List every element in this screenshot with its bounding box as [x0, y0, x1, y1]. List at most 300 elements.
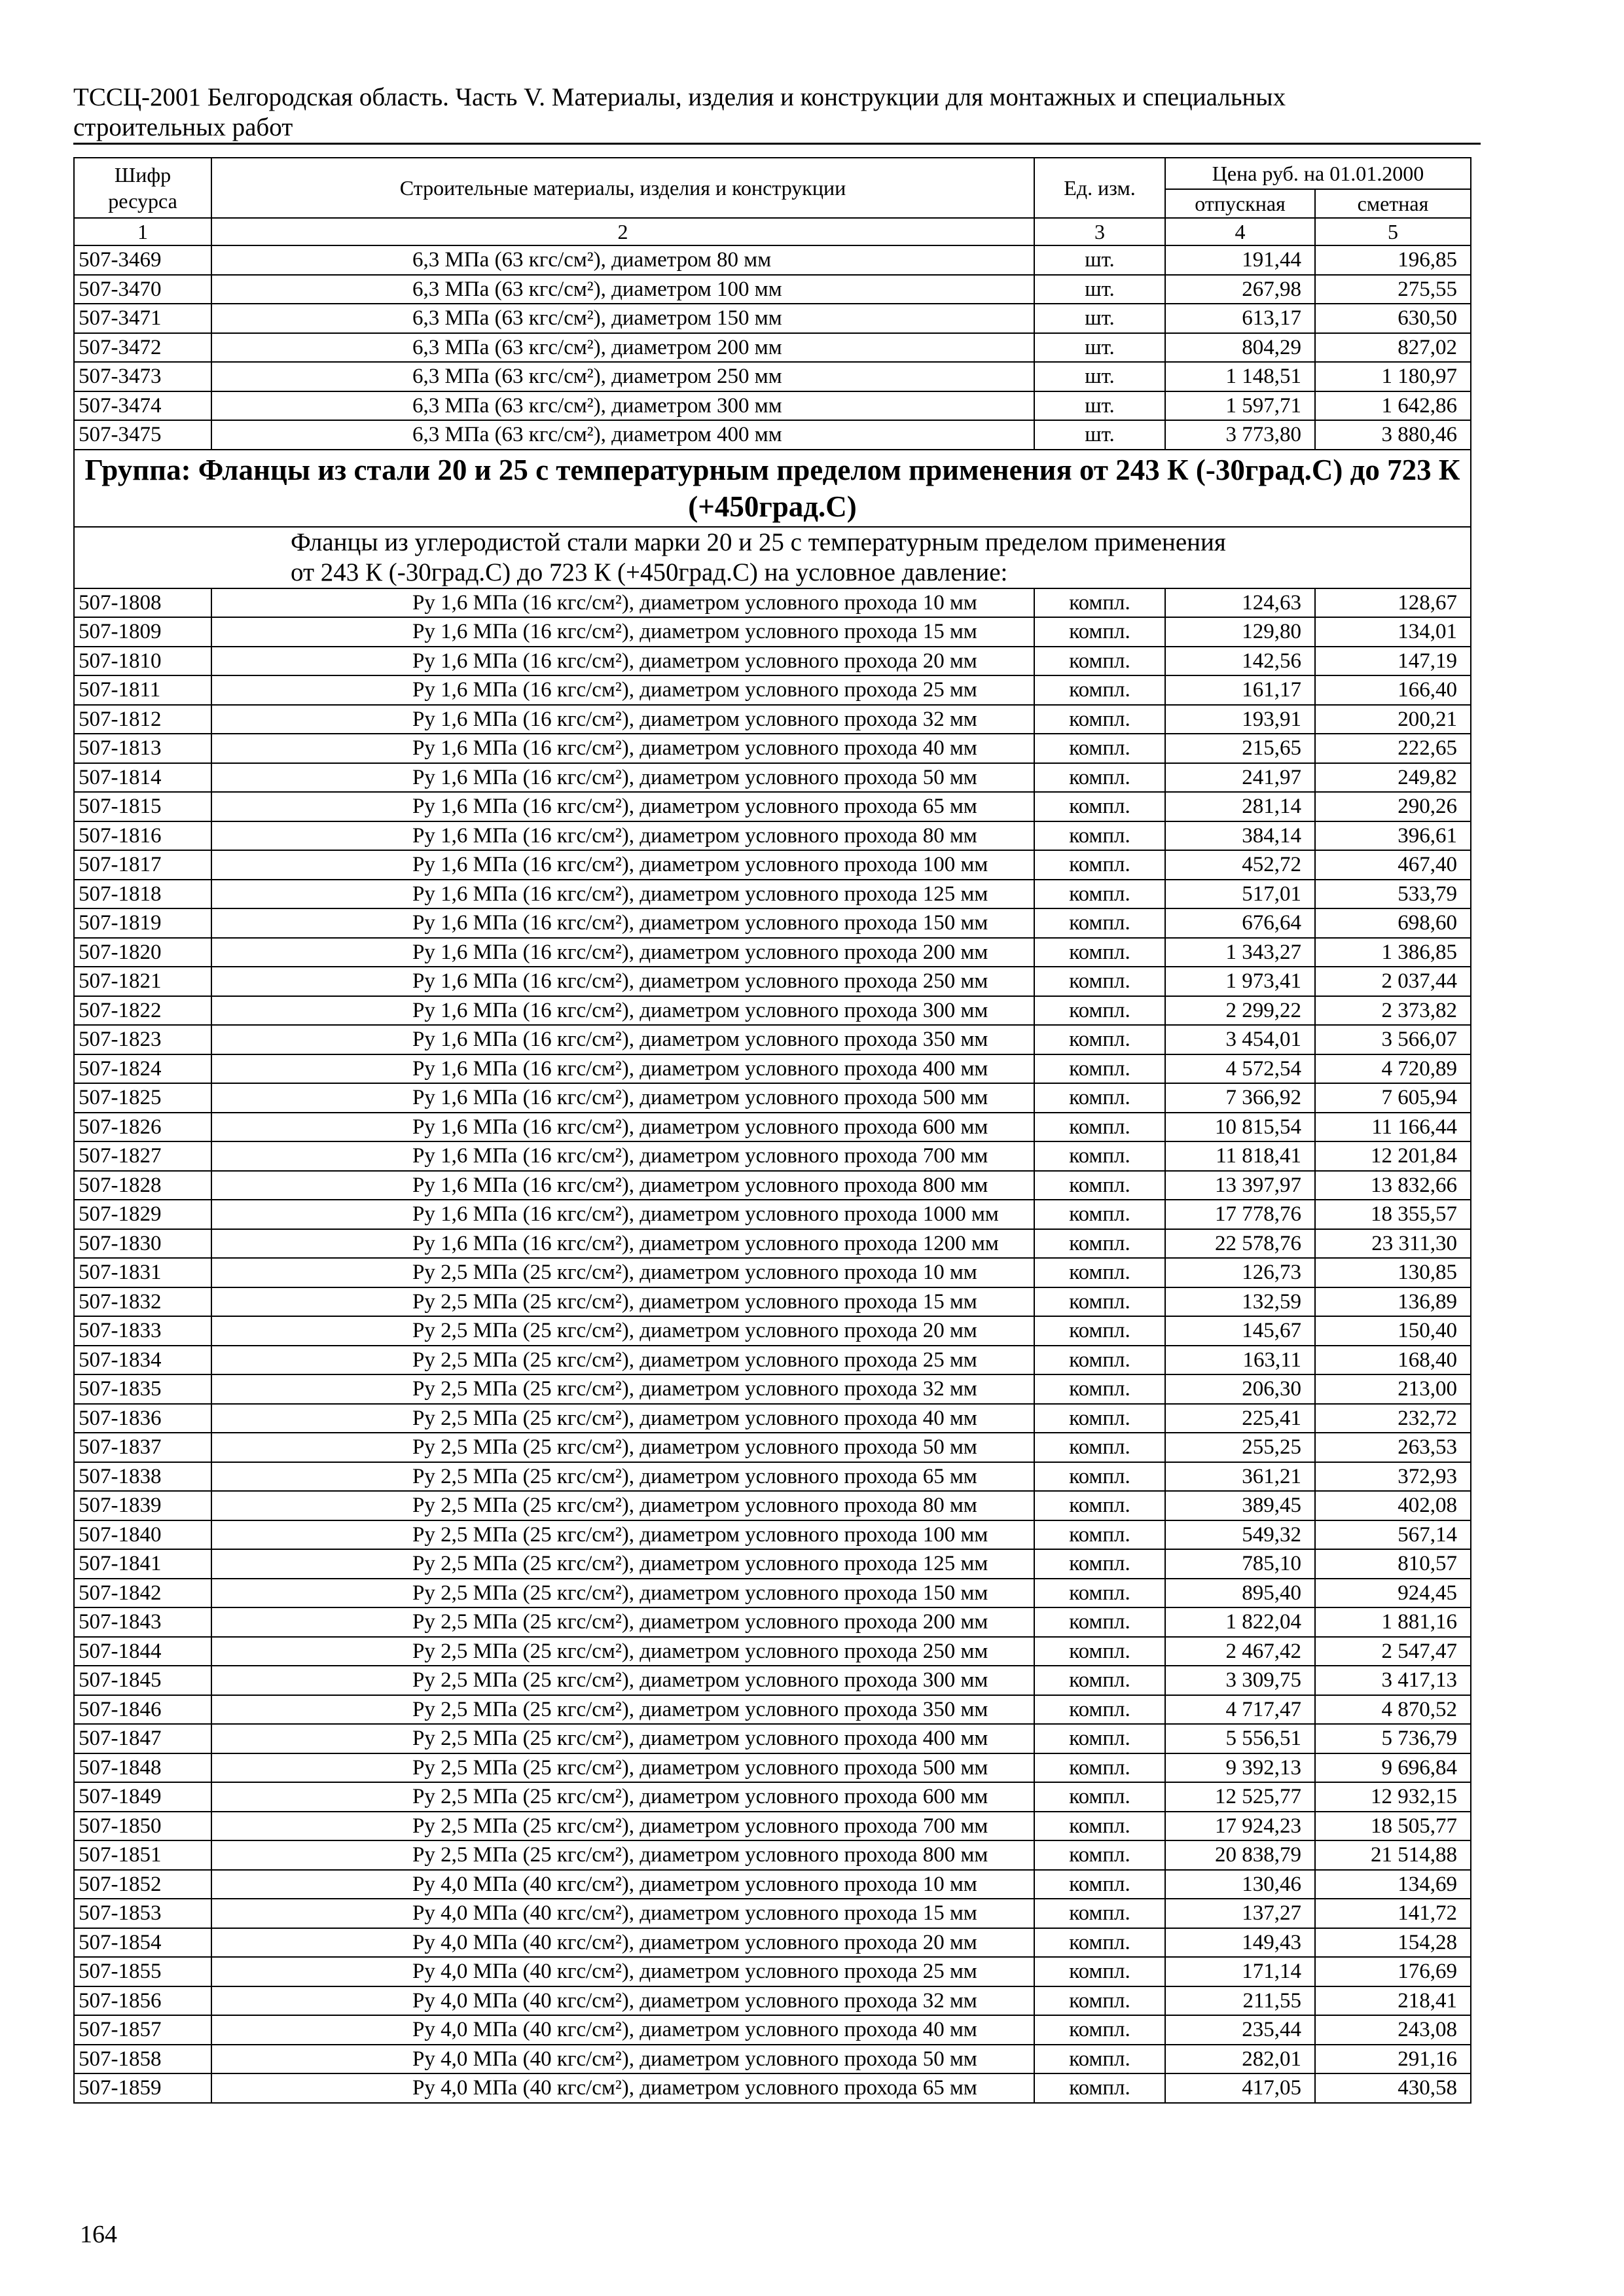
- table-row: [74, 705, 1471, 734]
- estimate-price: 130,85: [1315, 1258, 1471, 1287]
- material-name: Ру 2,5 МПа (25 кгс/см²), диаметром условного прохода 300 мм: [211, 1666, 1034, 1695]
- material-name: Ру 4,0 МПа (40 кгс/см²), диаметром условного прохода 32 мм: [211, 1986, 1034, 2016]
- table-row: [74, 1549, 1471, 1579]
- resource-code: 507-3473: [74, 362, 211, 391]
- material-name: 6,3 МПа (63 кгс/см²), диаметром 200 мм: [211, 333, 1034, 363]
- table-row: [74, 1287, 1471, 1317]
- release-price: 193,91: [1165, 705, 1315, 734]
- material-name: Ру 1,6 МПа (16 кгс/см²), диаметром условного прохода 10 мм: [211, 588, 1034, 618]
- release-price: 129,80: [1165, 617, 1315, 647]
- material-name: Ру 4,0 МПа (40 кгс/см²), диаметром условного прохода 10 мм: [211, 1870, 1034, 1899]
- material-name: Ру 2,5 МПа (25 кгс/см²), диаметром условного прохода 125 мм: [211, 1549, 1034, 1579]
- estimate-price: 134,01: [1315, 617, 1471, 647]
- estimate-price: 7 605,94: [1315, 1083, 1471, 1113]
- subgroup-title: Фланцы из углеродистой стали марки 20 и 25 с температурным пределом применения от 243 К (-30град.С) до 723 К (+450град.С) на условное давление:: [74, 527, 1471, 588]
- material-name: Ру 4,0 МПа (40 кгс/см²), диаметром условного прохода 65 мм: [211, 2073, 1034, 2103]
- release-price: 149,43: [1165, 1928, 1315, 1958]
- release-price: 3 773,80: [1165, 420, 1315, 450]
- material-name: Ру 4,0 МПа (40 кгс/см²), диаметром условного прохода 25 мм: [211, 1957, 1034, 1986]
- release-price: 161,17: [1165, 675, 1315, 705]
- release-price: 211,55: [1165, 1986, 1315, 2016]
- release-price: 130,46: [1165, 1870, 1315, 1899]
- resource-code: 507-1821: [74, 967, 211, 996]
- release-price: 13 397,97: [1165, 1171, 1315, 1200]
- unit: шт.: [1034, 245, 1165, 275]
- column-number-row: [74, 218, 1471, 245]
- table-row: [74, 333, 1471, 363]
- resource-code: 507-3474: [74, 391, 211, 421]
- page-header: [73, 82, 1481, 145]
- table-row: [74, 1753, 1471, 1783]
- unit: компл.: [1034, 1549, 1165, 1579]
- resource-code: 507-1811: [74, 675, 211, 705]
- estimate-price: 168,40: [1315, 1346, 1471, 1375]
- estimate-price: 232,72: [1315, 1404, 1471, 1433]
- table-row: [74, 1141, 1471, 1171]
- release-price: 1 597,71: [1165, 391, 1315, 421]
- price-table: [73, 157, 1471, 2104]
- estimate-price: 12 201,84: [1315, 1141, 1471, 1171]
- table-row: [74, 1433, 1471, 1462]
- release-price: 676,64: [1165, 908, 1315, 938]
- table-row: [74, 420, 1471, 450]
- estimate-price: 396,61: [1315, 821, 1471, 851]
- material-name: Ру 2,5 МПа (25 кгс/см²), диаметром условного прохода 100 мм: [211, 1520, 1034, 1550]
- unit: компл.: [1034, 1520, 1165, 1550]
- resource-code: 507-1831: [74, 1258, 211, 1287]
- estimate-price: 141,72: [1315, 1899, 1471, 1928]
- table-row: [74, 1928, 1471, 1958]
- release-price: 20 838,79: [1165, 1840, 1315, 1870]
- resource-code: 507-1842: [74, 1579, 211, 1608]
- header-title-line1: ТССЦ-2001 Белгородская область. Часть V. Материалы, изделия и конструкции для монтажных и специальных: [73, 83, 1286, 111]
- estimate-price: 290,26: [1315, 792, 1471, 821]
- release-price: 1 973,41: [1165, 967, 1315, 996]
- estimate-price: 275,55: [1315, 275, 1471, 304]
- resource-code: 507-1814: [74, 763, 211, 793]
- release-price: 9 392,13: [1165, 1753, 1315, 1783]
- estimate-price: 18 505,77: [1315, 1812, 1471, 1841]
- unit: компл.: [1034, 734, 1165, 763]
- resource-code: 507-1859: [74, 2073, 211, 2103]
- table-row: [74, 2045, 1471, 2074]
- unit: компл.: [1034, 617, 1165, 647]
- resource-code: 507-1810: [74, 647, 211, 676]
- release-price: 389,45: [1165, 1491, 1315, 1520]
- resource-code: 507-1822: [74, 996, 211, 1026]
- resource-code: 507-1837: [74, 1433, 211, 1462]
- estimate-price: 4 720,89: [1315, 1054, 1471, 1084]
- unit: компл.: [1034, 675, 1165, 705]
- resource-code: 507-1824: [74, 1054, 211, 1084]
- material-name: Ру 1,6 МПа (16 кгс/см²), диаметром условного прохода 32 мм: [211, 705, 1034, 734]
- page-number: 164: [80, 2221, 117, 2248]
- estimate-price: 810,57: [1315, 1549, 1471, 1579]
- unit: компл.: [1034, 1083, 1165, 1113]
- estimate-price: 567,14: [1315, 1520, 1471, 1550]
- material-name: Ру 1,6 МПа (16 кгс/см²), диаметром условного прохода 65 мм: [211, 792, 1034, 821]
- table-row: [74, 1200, 1471, 1229]
- unit: компл.: [1034, 880, 1165, 909]
- material-name: Ру 2,5 МПа (25 кгс/см²), диаметром условного прохода 15 мм: [211, 1287, 1034, 1317]
- material-name: 6,3 МПа (63 кгс/см²), диаметром 250 мм: [211, 362, 1034, 391]
- table-row: [74, 792, 1471, 821]
- material-name: Ру 1,6 МПа (16 кгс/см²), диаметром условного прохода 25 мм: [211, 675, 1034, 705]
- unit: компл.: [1034, 1025, 1165, 1054]
- table-row: [74, 1724, 1471, 1753]
- material-name: Ру 1,6 МПа (16 кгс/см²), диаметром условного прохода 350 мм: [211, 1025, 1034, 1054]
- column-number: 4: [1165, 218, 1315, 245]
- resource-code: 507-1833: [74, 1316, 211, 1346]
- estimate-price: 291,16: [1315, 2045, 1471, 2074]
- group-section: [74, 450, 1471, 588]
- release-price: 191,44: [1165, 245, 1315, 275]
- table-row: [74, 1607, 1471, 1637]
- resource-code: 507-1830: [74, 1229, 211, 1259]
- table-header-row: [74, 158, 1471, 189]
- unit: шт.: [1034, 333, 1165, 363]
- resource-code: 507-1841: [74, 1549, 211, 1579]
- release-price: 132,59: [1165, 1287, 1315, 1317]
- estimate-price: 21 514,88: [1315, 1840, 1471, 1870]
- table-row: [74, 1025, 1471, 1054]
- estimate-price: 11 166,44: [1315, 1113, 1471, 1142]
- release-price: 804,29: [1165, 333, 1315, 363]
- table-row: [74, 1083, 1471, 1113]
- group-title: Группа: Фланцы из стали 20 и 25 с температурным пределом применения от 243 К (-30град.С) до 723 К (+450град.С): [74, 450, 1471, 527]
- table-row: [74, 1374, 1471, 1404]
- table-row: [74, 908, 1471, 938]
- material-name: Ру 2,5 МПа (25 кгс/см²), диаметром условного прохода 32 мм: [211, 1374, 1034, 1404]
- resource-code: 507-1820: [74, 938, 211, 967]
- estimate-price: 4 870,52: [1315, 1695, 1471, 1725]
- header-release-price: отпускная: [1165, 189, 1315, 218]
- table-row: [74, 617, 1471, 647]
- table-row: [74, 1491, 1471, 1520]
- estimate-price: 249,82: [1315, 763, 1471, 793]
- release-price: 124,63: [1165, 588, 1315, 618]
- estimate-price: 9 696,84: [1315, 1753, 1471, 1783]
- material-name: Ру 2,5 МПа (25 кгс/см²), диаметром условного прохода 50 мм: [211, 1433, 1034, 1462]
- unit: компл.: [1034, 1666, 1165, 1695]
- estimate-price: 924,45: [1315, 1579, 1471, 1608]
- unit: компл.: [1034, 1753, 1165, 1783]
- unit: шт.: [1034, 391, 1165, 421]
- table-row: [74, 1579, 1471, 1608]
- resource-code: 507-1856: [74, 1986, 211, 2016]
- release-price: 361,21: [1165, 1462, 1315, 1492]
- table-row: [74, 245, 1471, 275]
- unit: компл.: [1034, 1462, 1165, 1492]
- unit: компл.: [1034, 821, 1165, 851]
- table-row: [74, 1870, 1471, 1899]
- release-price: 3 309,75: [1165, 1666, 1315, 1695]
- resource-code: 507-1836: [74, 1404, 211, 1433]
- material-name: Ру 1,6 МПа (16 кгс/см²), диаметром условного прохода 700 мм: [211, 1141, 1034, 1171]
- unit: компл.: [1034, 1433, 1165, 1462]
- material-name: 6,3 МПа (63 кгс/см²), диаметром 300 мм: [211, 391, 1034, 421]
- estimate-price: 200,21: [1315, 705, 1471, 734]
- estimate-price: 1 642,86: [1315, 391, 1471, 421]
- unit: компл.: [1034, 2015, 1165, 2045]
- table-row: [74, 1171, 1471, 1200]
- unit: шт.: [1034, 420, 1165, 450]
- table-row: [74, 763, 1471, 793]
- resource-code: 507-3472: [74, 333, 211, 363]
- table-row: [74, 1957, 1471, 1986]
- resource-code: 507-1832: [74, 1287, 211, 1317]
- unit: компл.: [1034, 1957, 1165, 1986]
- unit: компл.: [1034, 1287, 1165, 1317]
- estimate-price: 218,41: [1315, 1986, 1471, 2016]
- material-name: Ру 1,6 МПа (16 кгс/см²), диаметром условного прохода 50 мм: [211, 763, 1034, 793]
- release-price: 5 556,51: [1165, 1724, 1315, 1753]
- subgroup-title-row: [74, 527, 1471, 588]
- material-name: Ру 4,0 МПа (40 кгс/см²), диаметром условного прохода 40 мм: [211, 2015, 1034, 2045]
- unit: компл.: [1034, 1695, 1165, 1725]
- release-price: 4 572,54: [1165, 1054, 1315, 1084]
- table-row: [74, 1462, 1471, 1492]
- release-price: 171,14: [1165, 1957, 1315, 1986]
- estimate-price: 698,60: [1315, 908, 1471, 938]
- resource-code: 507-1852: [74, 1870, 211, 1899]
- resource-code: 507-1828: [74, 1171, 211, 1200]
- estimate-price: 402,08: [1315, 1491, 1471, 1520]
- estimate-price: 166,40: [1315, 675, 1471, 705]
- material-name: Ру 1,6 МПа (16 кгс/см²), диаметром условного прохода 40 мм: [211, 734, 1034, 763]
- material-name: Ру 4,0 МПа (40 кгс/см²), диаметром условного прохода 20 мм: [211, 1928, 1034, 1958]
- material-name: Ру 1,6 МПа (16 кгс/см²), диаметром условного прохода 100 мм: [211, 850, 1034, 880]
- release-price: 145,67: [1165, 1316, 1315, 1346]
- material-name: 6,3 МПа (63 кгс/см²), диаметром 100 мм: [211, 275, 1034, 304]
- estimate-price: 213,00: [1315, 1374, 1471, 1404]
- resource-code: 507-1851: [74, 1840, 211, 1870]
- table-row: [74, 275, 1471, 304]
- resource-code: 507-1815: [74, 792, 211, 821]
- material-name: Ру 2,5 МПа (25 кгс/см²), диаметром условного прохода 150 мм: [211, 1579, 1034, 1608]
- header-unit: Ед. изм.: [1034, 158, 1165, 218]
- release-price: 785,10: [1165, 1549, 1315, 1579]
- release-price: 281,14: [1165, 792, 1315, 821]
- resource-code: 507-1853: [74, 1899, 211, 1928]
- unit: компл.: [1034, 1607, 1165, 1637]
- table-row: [74, 675, 1471, 705]
- header-title-line2: строительных работ: [73, 113, 293, 141]
- release-price: 267,98: [1165, 275, 1315, 304]
- material-name: Ру 2,5 МПа (25 кгс/см²), диаметром условного прохода 800 мм: [211, 1840, 1034, 1870]
- unit: компл.: [1034, 1782, 1165, 1812]
- estimate-price: 430,58: [1315, 2073, 1471, 2103]
- resource-code: 507-1839: [74, 1491, 211, 1520]
- release-price: 1 822,04: [1165, 1607, 1315, 1637]
- estimate-price: 13 832,66: [1315, 1171, 1471, 1200]
- resource-code: 507-1829: [74, 1200, 211, 1229]
- column-number: 3: [1034, 218, 1165, 245]
- table-row: [74, 1666, 1471, 1695]
- unit: компл.: [1034, 1579, 1165, 1608]
- table-row: [74, 821, 1471, 851]
- unit: компл.: [1034, 1812, 1165, 1841]
- unit: компл.: [1034, 1637, 1165, 1666]
- resource-code: 507-3470: [74, 275, 211, 304]
- estimate-price: 263,53: [1315, 1433, 1471, 1462]
- estimate-price: 5 736,79: [1315, 1724, 1471, 1753]
- material-name: Ру 1,6 МПа (16 кгс/см²), диаметром условного прохода 1200 мм: [211, 1229, 1034, 1259]
- release-price: 163,11: [1165, 1346, 1315, 1375]
- estimate-price: 1 881,16: [1315, 1607, 1471, 1637]
- material-name: Ру 1,6 МПа (16 кгс/см²), диаметром условного прохода 400 мм: [211, 1054, 1034, 1084]
- resource-code: 507-1848: [74, 1753, 211, 1783]
- estimate-price: 136,89: [1315, 1287, 1471, 1317]
- column-number: 5: [1315, 218, 1471, 245]
- estimate-price: 243,08: [1315, 2015, 1471, 2045]
- release-price: 215,65: [1165, 734, 1315, 763]
- material-name: 6,3 МПа (63 кгс/см²), диаметром 400 мм: [211, 420, 1034, 450]
- table-row: [74, 1346, 1471, 1375]
- table-row: [74, 996, 1471, 1026]
- resource-code: 507-1849: [74, 1782, 211, 1812]
- column-number: 2: [211, 218, 1034, 245]
- table-row: [74, 850, 1471, 880]
- release-price: 255,25: [1165, 1433, 1315, 1462]
- unit: компл.: [1034, 1928, 1165, 1958]
- material-name: Ру 1,6 МПа (16 кгс/см²), диаметром условного прохода 500 мм: [211, 1083, 1034, 1113]
- release-price: 517,01: [1165, 880, 1315, 909]
- release-price: 1 148,51: [1165, 362, 1315, 391]
- release-price: 384,14: [1165, 821, 1315, 851]
- material-name: Ру 4,0 МПа (40 кгс/см²), диаметром условного прохода 15 мм: [211, 1899, 1034, 1928]
- table-row: [74, 1840, 1471, 1870]
- unit: компл.: [1034, 763, 1165, 793]
- table-row: [74, 362, 1471, 391]
- unit: компл.: [1034, 1141, 1165, 1171]
- estimate-price: 176,69: [1315, 1957, 1471, 1986]
- resource-code: 507-1854: [74, 1928, 211, 1958]
- unit: компл.: [1034, 996, 1165, 1026]
- resource-code: 507-1809: [74, 617, 211, 647]
- table-row: [74, 1316, 1471, 1346]
- estimate-price: 372,93: [1315, 1462, 1471, 1492]
- release-price: 10 815,54: [1165, 1113, 1315, 1142]
- estimate-price: 196,85: [1315, 245, 1471, 275]
- material-name: Ру 1,6 МПа (16 кгс/см²), диаметром условного прохода 600 мм: [211, 1113, 1034, 1142]
- material-name: Ру 1,6 МПа (16 кгс/см²), диаметром условного прохода 15 мм: [211, 617, 1034, 647]
- material-name: Ру 1,6 МПа (16 кгс/см²), диаметром условного прохода 125 мм: [211, 880, 1034, 909]
- resource-code: 507-1827: [74, 1141, 211, 1171]
- material-name: Ру 2,5 МПа (25 кгс/см²), диаметром условного прохода 200 мм: [211, 1607, 1034, 1637]
- resource-code: 507-1838: [74, 1462, 211, 1492]
- resource-code: 507-1808: [74, 588, 211, 618]
- release-price: 4 717,47: [1165, 1695, 1315, 1725]
- unit: компл.: [1034, 1171, 1165, 1200]
- resource-code: 507-1855: [74, 1957, 211, 1986]
- release-price: 3 454,01: [1165, 1025, 1315, 1054]
- resource-code: 507-1835: [74, 1374, 211, 1404]
- unit: компл.: [1034, 1404, 1165, 1433]
- unit: компл.: [1034, 647, 1165, 676]
- table-row: [74, 1054, 1471, 1084]
- estimate-price: 222,65: [1315, 734, 1471, 763]
- release-price: 17 778,76: [1165, 1200, 1315, 1229]
- material-name: Ру 1,6 МПа (16 кгс/см²), диаметром условного прохода 200 мм: [211, 938, 1034, 967]
- resource-code: 507-1847: [74, 1724, 211, 1753]
- unit: компл.: [1034, 1316, 1165, 1346]
- estimate-price: 147,19: [1315, 647, 1471, 676]
- estimate-price: 154,28: [1315, 1928, 1471, 1958]
- table-row: [74, 1520, 1471, 1550]
- resource-code: 507-1857: [74, 2015, 211, 2045]
- table-row: [74, 1812, 1471, 1841]
- resource-code: 507-1816: [74, 821, 211, 851]
- unit: шт.: [1034, 275, 1165, 304]
- material-name: Ру 1,6 МПа (16 кгс/см²), диаметром условного прохода 800 мм: [211, 1171, 1034, 1200]
- release-price: 549,32: [1165, 1520, 1315, 1550]
- unit: компл.: [1034, 2045, 1165, 2074]
- resource-code: 507-1843: [74, 1607, 211, 1637]
- unit: компл.: [1034, 792, 1165, 821]
- table-row: [74, 1637, 1471, 1666]
- group-title-row: [74, 450, 1471, 527]
- material-name: Ру 2,5 МПа (25 кгс/см²), диаметром условного прохода 600 мм: [211, 1782, 1034, 1812]
- unit: компл.: [1034, 1986, 1165, 2016]
- unit: компл.: [1034, 850, 1165, 880]
- table-body-top: [74, 245, 1471, 450]
- material-name: Ру 2,5 МПа (25 кгс/см²), диаметром условного прохода 10 мм: [211, 1258, 1034, 1287]
- unit: компл.: [1034, 1113, 1165, 1142]
- material-name: Ру 2,5 МПа (25 кгс/см²), диаметром условного прохода 500 мм: [211, 1753, 1034, 1783]
- table-row: [74, 588, 1471, 618]
- release-price: 613,17: [1165, 304, 1315, 333]
- release-price: 2 467,42: [1165, 1637, 1315, 1666]
- material-name: Ру 2,5 МПа (25 кгс/см²), диаметром условного прохода 80 мм: [211, 1491, 1034, 1520]
- header-code: Шифр ресурса: [74, 158, 211, 218]
- unit: компл.: [1034, 1229, 1165, 1259]
- resource-code: 507-1844: [74, 1637, 211, 1666]
- release-price: 235,44: [1165, 2015, 1315, 2045]
- unit: компл.: [1034, 1870, 1165, 1899]
- release-price: 12 525,77: [1165, 1782, 1315, 1812]
- estimate-price: 2 037,44: [1315, 967, 1471, 996]
- material-name: Ру 1,6 МПа (16 кгс/см²), диаметром условного прохода 1000 мм: [211, 1200, 1034, 1229]
- resource-code: 507-1823: [74, 1025, 211, 1054]
- material-name: Ру 2,5 МПа (25 кгс/см²), диаметром условного прохода 400 мм: [211, 1724, 1034, 1753]
- estimate-price: 630,50: [1315, 304, 1471, 333]
- estimate-price: 150,40: [1315, 1316, 1471, 1346]
- resource-code: 507-1850: [74, 1812, 211, 1841]
- release-price: 241,97: [1165, 763, 1315, 793]
- table-row: [74, 1229, 1471, 1259]
- header-price: Цена руб. на 01.01.2000: [1165, 158, 1471, 189]
- estimate-price: 3 417,13: [1315, 1666, 1471, 1695]
- release-price: 17 924,23: [1165, 1812, 1315, 1841]
- material-name: Ру 2,5 МПа (25 кгс/см²), диаметром условного прохода 350 мм: [211, 1695, 1034, 1725]
- table-row: [74, 734, 1471, 763]
- material-name: Ру 1,6 МПа (16 кгс/см²), диаметром условного прохода 300 мм: [211, 996, 1034, 1026]
- unit: компл.: [1034, 588, 1165, 618]
- material-name: Ру 1,6 МПа (16 кгс/см²), диаметром условного прохода 150 мм: [211, 908, 1034, 938]
- column-number: 1: [74, 218, 211, 245]
- resource-code: 507-1846: [74, 1695, 211, 1725]
- material-name: Ру 4,0 МПа (40 кгс/см²), диаметром условного прохода 50 мм: [211, 2045, 1034, 2074]
- material-name: 6,3 МПа (63 кгс/см²), диаметром 80 мм: [211, 245, 1034, 275]
- unit: шт.: [1034, 304, 1165, 333]
- estimate-price: 1 386,85: [1315, 938, 1471, 967]
- header-name: Строительные материалы, изделия и конструкции: [211, 158, 1034, 218]
- table-row: [74, 647, 1471, 676]
- resource-code: 507-1813: [74, 734, 211, 763]
- table-row: [74, 880, 1471, 909]
- resource-code: 507-3471: [74, 304, 211, 333]
